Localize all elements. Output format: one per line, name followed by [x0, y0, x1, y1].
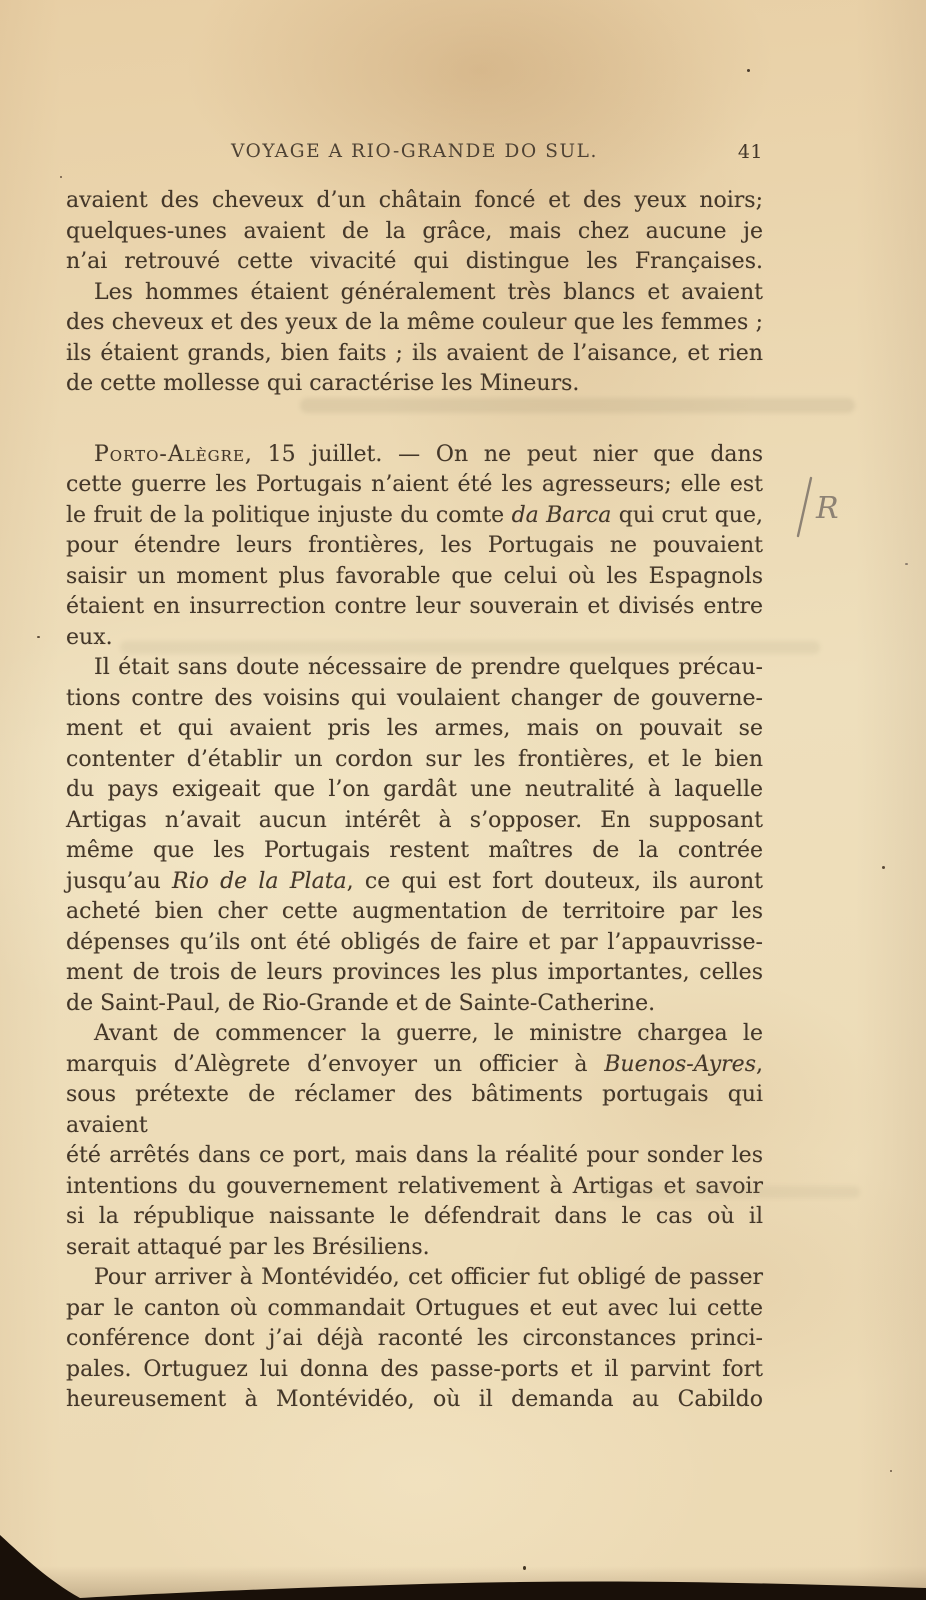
text-segment: heureusement à Montévidéo, où il demanda au Cabildo	[66, 1387, 763, 1412]
paragraph	[66, 653, 763, 1019]
paragraph	[66, 1263, 763, 1416]
text-segment: n’ai retrouvé cette vivacité qui distingue les Françaises.	[66, 249, 763, 274]
paragraph	[66, 278, 763, 400]
text-segment: ,	[756, 1051, 763, 1077]
text-line	[66, 592, 763, 623]
text-segment: avaient des cheveux d’un châtain foncé et des yeux noirs;	[66, 188, 763, 213]
paper-speck	[523, 1566, 526, 1570]
text-segment: intentions du gouvernement relativement à Artigas et savoir	[66, 1173, 763, 1199]
text-line	[66, 1324, 763, 1355]
text-line	[66, 1172, 763, 1203]
text-segment: par le canton où commandait Ortugues et eut avec lui cette	[66, 1295, 763, 1321]
paragraph	[66, 186, 763, 278]
text-line	[66, 684, 763, 715]
text-segment: ils étaient grands, bien faits ; ils avaient de l’aisance, et rien	[66, 340, 763, 366]
text-segment: acheté bien cher cette augmentation de territoire par les	[66, 899, 763, 924]
text-segment: pales. Ortuguez lui donna des passe-ports et il parvint fort	[66, 1356, 763, 1382]
text-line	[66, 1385, 763, 1416]
pencil-annotation	[788, 472, 848, 544]
paragraph	[66, 1019, 763, 1263]
text-segment: qui crut que,	[611, 502, 763, 528]
text-line	[66, 1080, 763, 1141]
paper-speck	[60, 176, 62, 178]
text-segment: Il était sans doute nécessaire de prendre quelques précau-	[94, 655, 763, 680]
running-title: VOYAGE A RIO-GRANDE DO SUL.	[230, 141, 599, 162]
text-line	[66, 1141, 763, 1172]
paper-speck	[37, 636, 40, 638]
paragraph	[66, 440, 763, 654]
text-line	[66, 1263, 763, 1294]
text-line	[66, 897, 763, 928]
page-edge-shadow	[0, 1566, 926, 1600]
text-segment: Rio de la Plata	[172, 868, 347, 894]
text-segment: du pays exigeait que l’on gardât une neutralité à laquelle	[66, 777, 763, 802]
text-line	[66, 745, 763, 776]
text-line	[66, 369, 763, 400]
text-line	[66, 339, 763, 370]
paper-speck	[905, 563, 908, 565]
text-line	[66, 1050, 763, 1081]
text-line	[66, 247, 763, 278]
text-line	[66, 989, 763, 1020]
text-segment: sous prétexte de réclamer des bâtiments portugais qui avaient	[66, 1082, 763, 1138]
text-line	[66, 867, 763, 898]
text-segment: Les hommes étaient généralement très blancs et avaient	[94, 279, 763, 305]
text-segment: , 15 juillet. — On ne peut nier que dans	[244, 441, 763, 467]
text-line	[66, 1294, 763, 1325]
page-number: 41	[737, 141, 763, 163]
text-line	[66, 623, 763, 654]
book-edge	[0, 1480, 926, 1600]
text-segment: Buenos-Ayres	[604, 1051, 756, 1077]
pencil-letter: R	[816, 491, 839, 526]
text-segment: Porto-Alègre	[94, 441, 245, 467]
text-segment: même que les Portugais restent maîtres de la contrée	[66, 838, 763, 863]
text-segment: eux.	[66, 624, 113, 650]
text-segment: contenter d’établir un cordon sur les frontières, et le bien	[66, 746, 763, 772]
text-line	[66, 653, 763, 684]
text-segment: quelques-unes avaient de la grâce, mais chez aucune je	[66, 218, 763, 244]
text-line	[66, 928, 763, 959]
text-line	[66, 1019, 763, 1050]
text-line	[66, 217, 763, 248]
text-line	[66, 714, 763, 745]
text-segment: Pour arriver à Montévidéo, cet officier fut obligé de passer	[94, 1265, 763, 1290]
text-segment: de cette mollesse qui caractérise les Mineurs.	[66, 371, 580, 396]
text-segment: jusqu’au	[66, 868, 173, 894]
text-line	[66, 806, 763, 837]
text-segment: da Barca	[511, 502, 612, 528]
text-line	[66, 836, 763, 867]
text-segment: tions contre des voisins qui voulaient changer de gouverne-	[66, 685, 763, 711]
paper-speck	[882, 866, 885, 869]
paper-speck	[890, 1470, 892, 1472]
text-segment: pour étendre leurs frontières, les Portugais ne pouvaient	[66, 533, 763, 558]
text-line	[66, 440, 763, 471]
text-segment: conférence dont j’ai déjà raconté les circonstances princi-	[66, 1326, 763, 1351]
text-segment: des cheveux et des yeux de la même couleur que les femmes ;	[66, 310, 763, 335]
text-segment: été arrêtés dans ce port, mais dans la réalité pour sonder les	[66, 1143, 763, 1168]
page-header	[66, 141, 763, 169]
text-line	[66, 501, 763, 532]
text-line	[66, 470, 763, 501]
text-segment: Avant de commencer la guerre, le ministre chargea le	[94, 1021, 763, 1046]
text-line	[66, 531, 763, 562]
text-segment: serait attaqué par les Brésiliens.	[66, 1234, 430, 1260]
text-segment: si la république naissante le défendrait dans le cas où il	[66, 1204, 763, 1229]
text-line	[66, 186, 763, 217]
text-segment: saisir un moment plus favorable que celui où les Espagnols	[66, 563, 763, 589]
text-segment: ment de trois de leurs provinces les plus importantes, celles	[66, 960, 763, 985]
text-line	[66, 775, 763, 806]
text-segment: dépenses qu’ils ont été obligés de faire et par l’appauvrisse-	[66, 929, 763, 955]
text-line	[66, 1233, 763, 1264]
text-block	[66, 186, 763, 1416]
text-segment: ment et qui avaient pris les armes, mais on pouvait se	[66, 716, 763, 741]
text-segment: marquis d’Alègrete d’envoyer un officier à	[66, 1051, 605, 1077]
text-line	[66, 278, 763, 309]
text-line	[66, 562, 763, 593]
text-segment: de Saint-Paul, de Rio-Grande et de Sainte-Catherine.	[66, 990, 656, 1016]
paper-speck	[747, 69, 750, 72]
text-line	[66, 1202, 763, 1233]
text-segment: , ce qui est fort douteux, ils auront	[346, 868, 763, 894]
text-segment: cette guerre les Portugais n’aient été les agresseurs; elle est	[66, 472, 763, 497]
text-line	[66, 1355, 763, 1386]
text-line	[66, 308, 763, 339]
text-line	[66, 958, 763, 989]
text-segment: Artigas n’avait aucun intérêt à s’opposer. En supposant	[66, 807, 763, 833]
text-segment: étaient en insurrection contre leur souverain et divisés entre	[66, 594, 763, 619]
text-segment: le fruit de la politique injuste du comte	[66, 502, 512, 528]
